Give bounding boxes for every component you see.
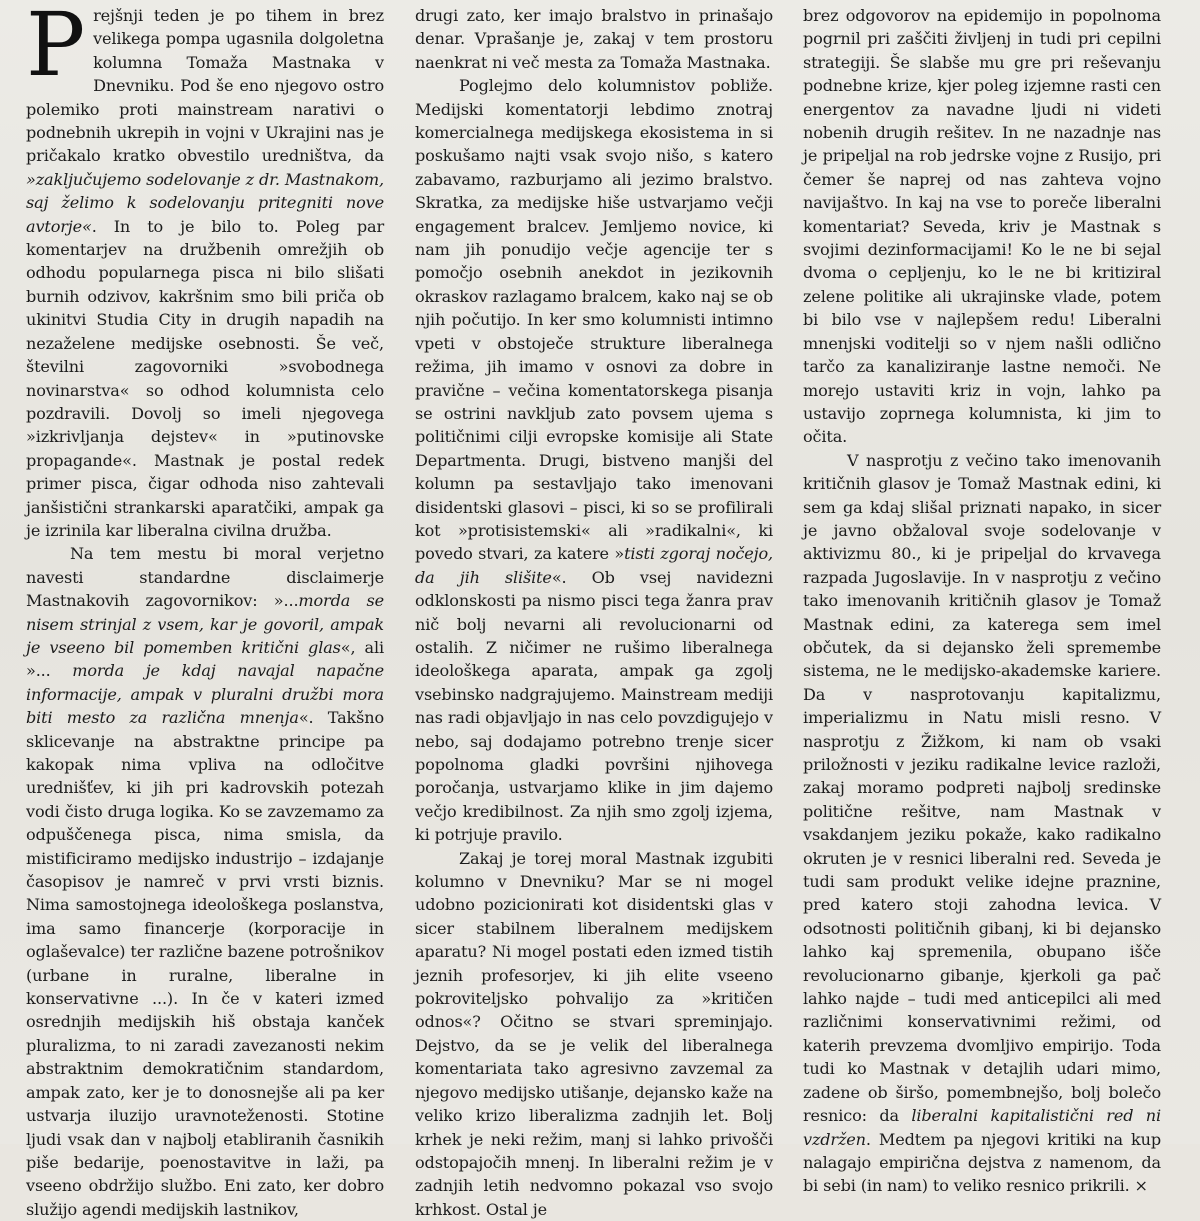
paragraph-text: Zakaj je torej moral Mastnak izgubiti kolumno v Dnevniku? Mar se ni mogel udobno pozicionirati kot disidentski glas v sicer stabilnem liberalnem medijskem aparatu? Ni mogel postati eden izmed tistih jeznih profesorjev, ki jih elite vseeno pokroviteljsko pohvalijo za »kritičen odnos«? Očitno se stvari spreminjajo. Dejstvo, da se je velik del liberalnega komentariata tako agresivno zavzemal za njegovo medijsko utišanje, dejansko kaže na veliko krizo liberalizma zadnjih let. Bolj krhek je neki režim, manj si lahko privošči odstopajočih mnenj. In liberalni režim je v zadnjih letih nedvomno pokazal vso svojo krhkost. Ostal je bbox=[415, 848, 773, 1219]
paragraph-text: Na tem mestu bi moral verjetno navesti standardne disclaimerje Mastnakovih zagovornikov: »... bbox=[26, 544, 384, 611]
paragraph-text: V nasprotju z večino tako imenovanih kritičnih glasov je Tomaž Mastnak edini, ki sem ga kdaj slišal priznati napako, in sicer je javno obžaloval svoje sodelovanje v aktivizmu 80., ki je pripeljal do krvavega razpada Jugoslavije. In v nasprotju z večino tako imenovanih kritičnih glasov je Tomaž Mastnak edini, za katerega sem imel občutek, da si dejansko želi spremembe sistema, ne le medijsko-akademske kariere. Da v nasprotovanju kapitalizmu, imperializmu in Natu misli resno. V nasprotju z Žižkom, ki nam ob vsaki priložnosti v jeziku radikalne levice razloži, zakaj moramo podpreti najbolj sredinske politične rešitve, nam Mastnak v vsakdanjem jeziku pokaže, kako radikalno okruten je v resnici liberalni red. Seveda je tudi sam produkt velike idejne praznine, pred katero stoji zahodna levica. V odsotnosti političnih gibanj, ki bi dejansko lahko kaj spremenila, obupano išče revolucionarno gibanje, kjerkoli ga pač lahko najde – tudi med anticepilci ali med različnimi konservativnimi režimi, od katerih prevzema dvomljivo empirijo. Toda tudi ko Mastnak v detajlih udari mimo, zadene ob širšo, pomembnejšo, bolj bolečo resnico: da bbox=[803, 450, 1161, 1126]
paragraph bbox=[803, 449, 1161, 1198]
article-column-2 bbox=[415, 4, 773, 1219]
article-column-3 bbox=[803, 4, 1161, 1196]
end-mark: × bbox=[1134, 1176, 1148, 1196]
quote: morda se nisem strinjal z vsem, kar je govoril, ampak je vseeno bil pomemben kritični glas bbox=[26, 591, 384, 657]
quote: tisti zgoraj nočejo, da jih slišite bbox=[415, 544, 773, 587]
paragraph bbox=[803, 4, 1161, 449]
paragraph-text: «. Takšno sklicevanje na abstraktne principe pa kakopak nima vpliva na odločitve urednišťev, ki jih pri kadrovskih potezah vodi čisto druga logika. Ko se zavzemamo za odpuščenega pisca, nima smisla, da mistificiramo medijsko industrijo – izdajanje časopisov je namreč v prvi vrsti biznis. Nima samostojnega ideološkega poslanstva, ima samo financerje (korporacije in oglaševalce) ter različne bazene potrošnikov (urbane in ruralne, liberalne in konservativne ...). In če v kateri izmed osrednjih medijskih hiš obstaja kanček pluralizma, to ni zaradi zavezanosti nekim abstraktnim demokratičnim standardom, ampak zato, ker je to donosnejše ali pa ker ustvarja iluzijo uravnoteženosti. Stotine ljudi vsak dan v najbolj etabliranih časnikih piše bedarije, poenostavitve in laži, pa vseeno obdržijo službo. Eni zato, ker dobro služijo agendi medijskih lastnikov, bbox=[26, 708, 384, 1219]
paragraph-text: drugi zato, ker imajo bralstvo in prinašajo denar. Vprašanje je, zakaj v tem prostoru naenkrat ni več mesta za Tomaža Mastnaka. bbox=[415, 6, 773, 72]
article-column-1 bbox=[26, 0, 384, 1219]
paragraph-text: «. Ob vsej navidezni odklonskosti pa nismo pisci tega žanra prav nič bolj nevarni ali revolucionarni od ostalih. Z ničimer ne rušimo liberalnega ideološkega aparata, ampak ga zgolj vsebinsko nadgrajujemo. Mainstream mediji nas radi objavljajo in nas celo povzdigujejo v nebo, saj dodajamo potrebno trenje sicer popolnoma gladki površini njihovega poročanja, ustvarjamo klike in jim dajemo večjo kredibilnost. Za njih smo zgolj izjema, ki potrjuje pravilo. bbox=[415, 567, 773, 845]
drop-cap: P bbox=[26, 0, 86, 96]
paragraph-text: . In to je bilo to. Poleg par komentarjev na družbenih omrežjih ob odhodu popularnega pisca ni bilo slišati burnih odzivov, kakršnim smo bili priča ob ukinitvi Studia City in drugih napadih na nezaželene medijske osebnosti. Še več, številni zagovorniki »svobodnega novinarstva« so odhod kolumnista celo pozdravili. Dovolj so imeli njegovega »izkrivljanja dejstev« in »putinovske propagande«. Mastnak je postal redek primer pisca, čigar odhoda niso zahtevali janšistični strankarski aparatčiki, ampak ga je izrinila kar liberalna civilna družba. bbox=[26, 216, 384, 540]
paragraph bbox=[415, 847, 773, 1221]
paragraph-text: Poglejmo delo kolumnistov pobliže. Medijski komentatorji lebdimo znotraj komercialnega medijskega ekosistema in si poskušamo najti vsak svojo nišo, s katero zabavamo, razburjamo ali jezimo bralstvo. Skratka, za medijske hiše ustvarjamo večji engagement bralcev. Jemljemo novice, ki nam jih ponudijo večje agencije ter s pomočjo osebnih anekdot in jezikovnih okraskov razlagamo bralcem, kako naj se ob njih počutijo. In ker smo kolumnisti intimno vpeti v obstoječe strukture liberalnega režima, jih imamo v osnovi za dobre in pravične – večina komentatorskega pisanja se ostrini navkljub zato povsem ujema s političnimi cilji evropske komisije ali State Departmenta. Drugi, bistveno manjši del kolumn pa sestavljajo tako imenovani disidentski glasovi – pisci, ki so se profilirali kot »protisistemski« ali »radikalni«, ki povedo stvari, za katere » bbox=[415, 76, 773, 564]
paragraph-text: rejšnji teden je po tihem in brez velikega pompa ugasnila dolgoletna kolumna Tomaža Mastnaka v Dnevniku. Pod še eno njegovo ostro polemiko proti mainstream narativi o podnebnih ukrepih in vojni v Ukrajini nas je pričakalo kratko obvestilo uredništva, da bbox=[26, 6, 384, 166]
paragraph bbox=[26, 542, 384, 1221]
paragraph-text: brez odgovorov na epidemijo in popolnoma pogrnil pri zaščiti življenj in tudi pri cepilni strategiji. Še slabše mu gre pri reševanju podnebne krize, kjer poleg izjemne rasti cen energentov za navadne ljudi ni videti nobenih drugih rešitev. In ne nazadnje nas je pripeljal na rob jedrske vojne z Rusijo, pri čemer še naprej od nas zahteva vojno navijaštvo. In kaj na vse to poreče liberalni komentariat? Seveda, kriv je Mastnak s svojimi dezinformacijami! Ko le ne bi sejal dvoma o cepljenju, ko le ne bi kritiziral zelene politike ali ukrajinske vlade, potem bi bilo vse v najlepšem redu! Liberalni mnenjski voditelji so v njem našli odlično tarčo za kanaliziranje lastne nemoči. Ne morejo ustaviti kriz in vojn, lahko pa ustavijo zoprnega kolumnista, ki jim to očita. bbox=[803, 6, 1161, 447]
paragraph-text: . Medtem pa njegovi kritiki na kup nalagajo empirična dejstva z namenom, da bi sebi (in nam) to veliko resnico prikrili. bbox=[803, 1129, 1161, 1196]
editorial-quote: »zaključujemo sodelovanje z dr. Mastnakom, saj želimo k sodelovanju pritegniti nove avtorje« bbox=[26, 169, 384, 236]
quote: liberalni kapitalistični red ni vzdržen bbox=[803, 1106, 1161, 1149]
paragraph bbox=[415, 4, 773, 74]
paragraph bbox=[26, 0, 384, 542]
quote: morda je kdaj navajal napačne informacije, ampak v pluralni družbi mora biti mesto za različna mnenja bbox=[26, 661, 384, 728]
paragraph bbox=[415, 74, 773, 846]
paragraph-text: «, ali »... bbox=[26, 637, 384, 681]
